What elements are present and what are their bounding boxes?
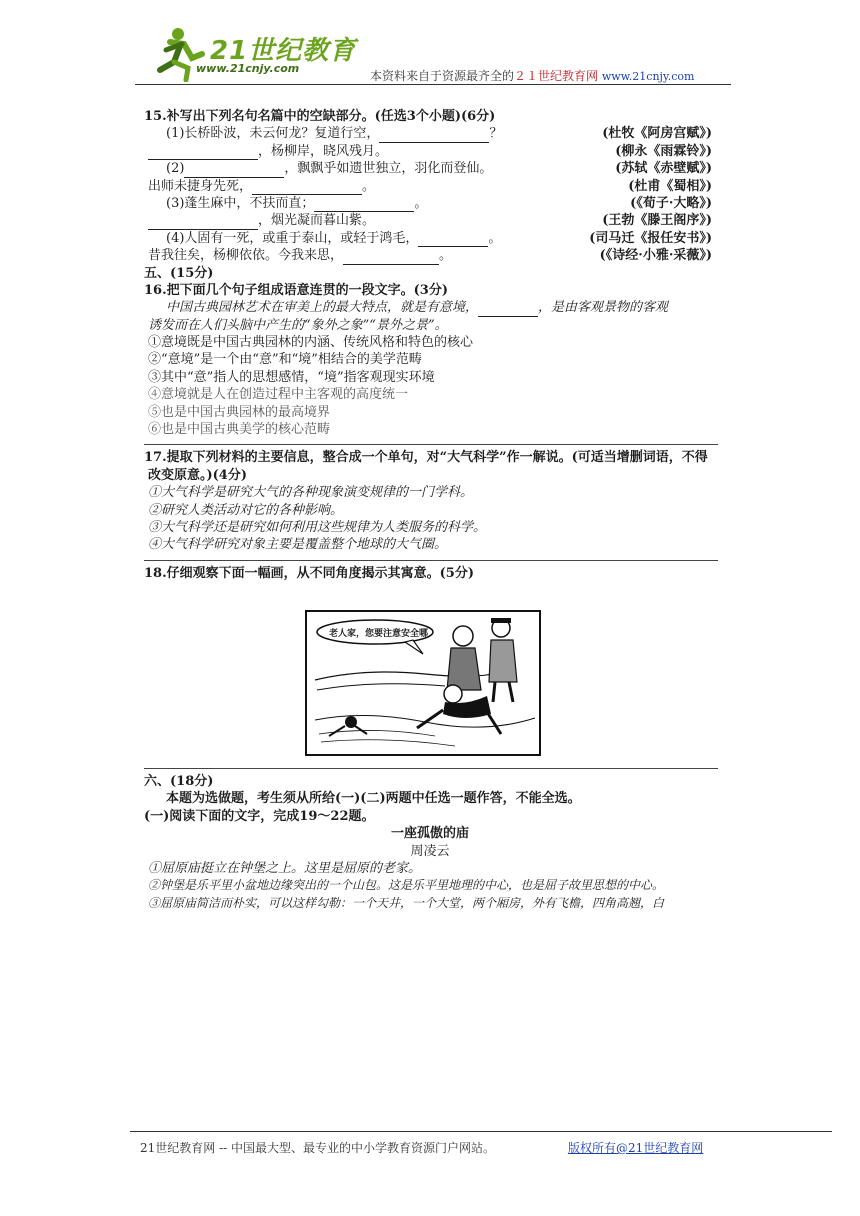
article-para: ②钟堡是乐平里小盆地边缘突出的一个山包。这是乐平里地理的中心，也是屈子故里思想的中心。: [148, 878, 665, 893]
answer-blank[interactable]: [252, 182, 362, 195]
q16-option: ⑥也是中国古典美学的核心范畴: [148, 422, 331, 438]
q15-line: ，杨柳岸，晓风残月。 (柳永《雨霖铃》): [130, 143, 730, 160]
header-divider: [135, 84, 731, 85]
q17-title-cont: 改变原意。)(4分): [148, 467, 247, 483]
section6: [130, 768, 730, 912]
q15-line: 出师未捷身先死， 。 (杜甫《蜀相》): [148, 178, 712, 194]
footer-text: 21世纪教育网 -- 中国最大型、最专业的中小学教育资源门户网站。: [140, 1141, 496, 1155]
answer-blank[interactable]: [478, 304, 538, 317]
logo-text: 21世纪教育: [210, 36, 357, 66]
q16-option: ⑤也是中国古典园林的最高境界: [148, 404, 331, 420]
q16-option: ④意境就是人在创造过程中主客观的高度统一: [148, 387, 409, 403]
section6-label: 六、(18分): [144, 774, 214, 789]
q15-line: ，烟光凝而暮山紫。 (王勃《滕王阁序》): [130, 212, 730, 229]
logo-url[interactable]: www.21cnjy.com: [196, 62, 300, 75]
answer-blank[interactable]: [184, 165, 284, 178]
q15-line: 昔我往矣，杨柳依依。今我来思， 。 (《诗经·小雅·采薇》): [148, 248, 712, 264]
speech-bubble-text: 老人家，您要注意安全哪: [329, 629, 429, 639]
q15-line: (2) ，飘飘乎如遗世独立，羽化而登仙。 (苏轼《赤壁赋》): [166, 161, 712, 177]
q17-item: ②研究人类活动对它的各种影响。: [148, 502, 344, 518]
q17-title: 17.提取下列材料的主要信息，整合成一个单句，对“大气科学”作一解说。(可适当增删词语，不得: [144, 450, 708, 466]
answer-line: [144, 768, 718, 769]
article-author: 周凌云: [410, 843, 450, 859]
answer-blank[interactable]: [148, 147, 258, 160]
q16-option: ②“意境”是一个由“意”和“境”相结合的美学范畴: [148, 352, 422, 368]
q15-line: (1)长桥卧波，未云何龙？复道行空， ？ (杜牧《阿房宫赋》): [166, 126, 712, 142]
answer-blank[interactable]: [343, 252, 439, 265]
article-title: 一座孤傲的庙: [390, 826, 469, 842]
section6-sub: (一)阅读下面的文字，完成19～22题。: [144, 808, 375, 824]
cartoon-image: [305, 610, 541, 756]
exam-page: [130, 108, 730, 582]
q15-title: 15.补写出下列名句名篇中的空缺部分。(任选3个小题)(6分): [144, 109, 496, 124]
q15-line: (3)蓬生麻中，不扶而直； 。 (《荀子·大略》): [166, 195, 712, 211]
q16-title: 16.把下面几个句子组成语意连贯的一段文字。(3分): [144, 282, 448, 298]
q16-option: ①意境既是中国古典园林的内涵、传统风格和特色的核心: [148, 335, 474, 351]
footer-copyright-link[interactable]: 版权所有@21世纪教育网: [568, 1141, 704, 1155]
section5-label: 五、(15分): [144, 265, 214, 281]
header-note-prefix: 本资料来自于资源最齐全的: [370, 69, 515, 83]
header-note: [370, 67, 694, 84]
answer-line: [144, 560, 718, 561]
q16-lead: 中国古典园林艺术在审美上的最大特点，就是有意境， ，是由客观景物的客观: [166, 300, 669, 316]
article-para: ①屈原庙挺立在钟堡之上。这里是屈原的老家。: [148, 860, 422, 876]
answer-blank[interactable]: [379, 130, 489, 143]
q17-item: ④大气科学研究对象主要是覆盖整个地球的大气圈。: [148, 537, 448, 553]
q17-item: ①大气科学是研究大气的各种现象演变规律的一门学科。: [148, 485, 474, 501]
footer-divider: [130, 1131, 832, 1132]
q18-title: 18.仔细观察下面一幅画，从不同角度揭示其寓意。(5分): [144, 565, 474, 581]
section6-note: 本题为选做题，考生须从所给(一)(二)两题中任选一题作答，不能全选。: [166, 791, 581, 807]
q16-option: ③其中“意”指人的思想感情，“境”指客观现实环境: [148, 369, 435, 385]
q16-lead-cont: 诱发而在人们头脑中产生的“象外之象”“景外之景”。: [148, 317, 448, 333]
header-site-link[interactable]: ２１世纪教育网: [514, 69, 599, 83]
answer-blank[interactable]: [148, 217, 258, 230]
answer-blank[interactable]: [314, 199, 414, 212]
article-para: ③屈原庙简洁而朴实，可以这样勾勒：一个天井，一个大堂，两个厢房，外有飞檐，四角高翘，白: [148, 895, 665, 910]
q15-line: (4)人固有一死，或重于泰山，或轻于鸿毛， 。 (司马迁《报任安书》): [166, 230, 712, 246]
answer-line: [144, 444, 718, 445]
q17-item: ③大气科学还是研究如何利用这些规律为人类服务的科学。: [148, 519, 487, 535]
header-url-link[interactable]: www.21cnjy.com: [601, 70, 695, 83]
answer-blank[interactable]: [418, 234, 488, 247]
